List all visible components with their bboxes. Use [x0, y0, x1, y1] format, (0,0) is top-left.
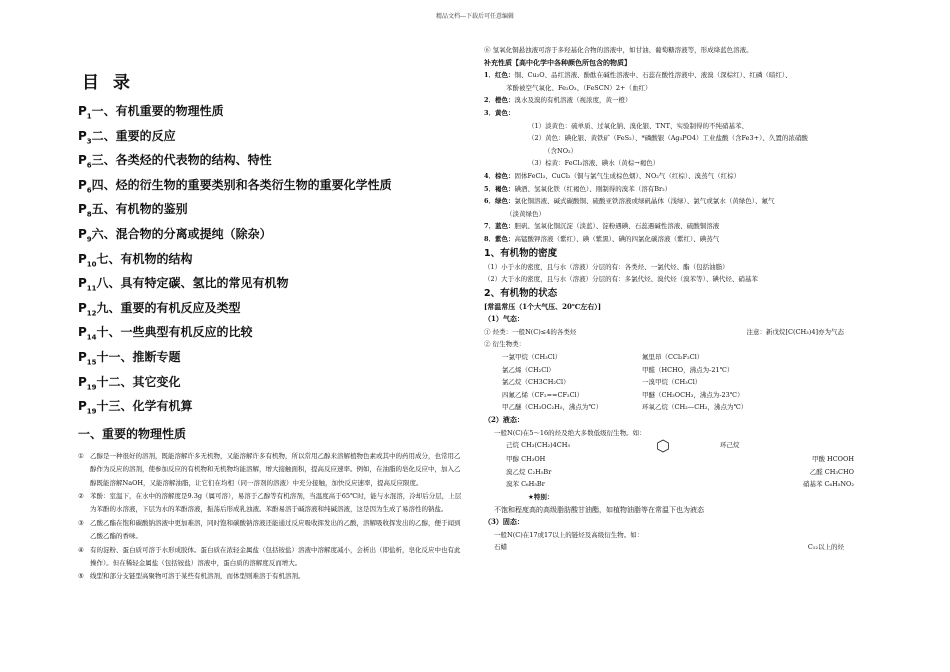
benzene-ring-icon — [656, 439, 670, 453]
gas-line-1 — [484, 326, 884, 339]
toc-item — [78, 345, 463, 370]
liquid-item: 硝基苯 C₆H₅NO₂ — [802, 480, 854, 489]
toc-text: 十一、推断专题 — [96, 349, 181, 364]
toc-title: 目 录 — [82, 73, 134, 93]
toc-item — [78, 247, 463, 272]
state-condition: [常温常压（1个大气压、20℃左右）] — [484, 301, 602, 311]
toc-text: 二、重要的反应 — [91, 128, 176, 143]
state-title: 2、有机物的状态 — [484, 287, 558, 299]
gas-note: 注意：新戊烷[C(CH₃)4]亦为气态 — [746, 327, 844, 336]
paragraph-number: ⑤ — [78, 572, 84, 581]
liquid-item: 甲醇 CH₃OH — [506, 455, 546, 464]
section1-title: 一、重要的物理性质 — [78, 426, 187, 441]
liquid-row — [484, 453, 884, 466]
toc-page-number: 3 — [86, 136, 92, 145]
color-item — [484, 82, 884, 95]
toc-text: 九、重要的有机反应及类型 — [96, 300, 241, 315]
color-item — [484, 208, 884, 221]
paragraph-number: ① — [78, 451, 84, 460]
special-label: ★特别： — [528, 493, 554, 501]
color-item — [484, 170, 884, 183]
paragraph-text: 乙酸乙酯在饱和碳酸钠溶液中更加难溶，同时饱和碳酸钠溶液还能通过反应吸收挥发出的乙酸，溶解吸收挥发出的乙醇，便于闻到乙酸乙酯的香味。 — [90, 518, 461, 541]
density-item: （2）大于水的密度，且与水（溶液）分层的有：多氯代烃、溴代烃（溴苯等）、碘代烃、硝基苯 — [484, 275, 758, 284]
gas-item: 甲乙醚（CH₃OC₂H₅，沸点为℃） — [502, 403, 603, 412]
color-label: 6．绿色： — [484, 197, 515, 206]
section1-paragraph — [78, 544, 463, 571]
special-text: 不饱和程度高的高级脂肪酸甘油酯，如植物油脂等在常温下也为液态 — [494, 505, 704, 514]
color-label: 3．黄色： — [484, 108, 515, 117]
yellow-list — [484, 120, 884, 170]
toc-text: 十三、化学有机算 — [96, 399, 193, 414]
toc-page-number: 8 — [86, 210, 92, 219]
toc-page-number: 15 — [86, 358, 97, 367]
section1-paragraphs — [78, 450, 463, 584]
toc-page-letter: P — [78, 226, 87, 241]
toc-item — [78, 271, 463, 296]
gas-item: 环氧乙烷（CH₂—CH₂，沸点为℃） — [642, 403, 748, 412]
color-text: 溴水及溴的有机溶液（视浓度，黄一橙） — [514, 96, 632, 105]
gas-item: 氟里昂（CCl₂F₂Cl） — [642, 353, 704, 362]
toc-page-letter: P — [78, 202, 87, 217]
color-text: 碘酒、氢氧化铁（红褐色）、刚制得的溴苯（溶有Br₂） — [514, 184, 672, 193]
right-column — [484, 44, 884, 554]
density-title: 1、有机物的密度 — [484, 247, 558, 259]
liquid-title: （2）液态： — [484, 415, 524, 425]
toc-page-number: 9 — [86, 235, 92, 244]
color-list-2 — [484, 170, 884, 246]
toc-text: 三、各类烃的代表物的结构、特性 — [91, 153, 272, 168]
toc-page-number: 19 — [86, 407, 97, 416]
paragraph-number: ③ — [78, 518, 84, 527]
gas-item: 四氟乙烯（CF₂==CF₂Cl） — [502, 390, 584, 399]
gas-row — [484, 376, 884, 389]
color-item — [484, 195, 884, 208]
supplement-title: 补充性质【高中化学中各种颜色所包含的物质】 — [484, 57, 631, 67]
color-text: 铜、Cu₂O、品红溶液、酚酞在碱性溶液中、石蕊在酸性溶液中、液溴（深棕红）、红磷（暗红）、 — [514, 71, 792, 80]
gas-item: 一溴甲烷（CH₃Cl） — [642, 378, 702, 387]
gas-item: 一氯甲烷（CH₃Cl） — [502, 353, 562, 362]
toc-item — [78, 124, 463, 149]
liquid-item: 溴苯 C₆H₅Br — [506, 480, 545, 489]
toc-page-number: 14 — [86, 333, 97, 342]
toc-item — [78, 296, 463, 321]
color-text: 高锰酸钾溶液（紫红）、碘（紫黑）、碘的四氯化碳溶液（紫红）、碘蒸气 — [514, 234, 720, 243]
toc-page-number: 19 — [86, 382, 97, 391]
gas-item: 氯乙烯（CH₂Cl） — [502, 365, 555, 374]
toc-page-letter: P — [78, 325, 87, 340]
color-label: 4．棕色： — [484, 171, 515, 180]
gas-hydrocarbons: ① 烃类：一般N(C)≤4的各类烃 — [484, 327, 577, 336]
section1-paragraph — [78, 570, 463, 583]
color-text: 氯化铜溶液、碱式碳酸铜、硫酸亚铁溶液或绿矾晶体（浅绿）、氯气或氯水（黄绿色）、氟气 — [514, 197, 775, 206]
liquid-row — [484, 466, 884, 479]
section1-paragraph — [78, 450, 463, 490]
color-text: （淡黄绿色） — [506, 209, 545, 218]
gas-item: 甲醛（HCHO，沸点为-21℃） — [642, 365, 734, 374]
paragraph-text: 苯酚：室温下，在水中的溶解度是9.3g（属可溶），易溶于乙醇等有机溶剂，当温度高于65℃时，能与水混溶，冷却后分层，上层为苯酚的水溶液，下层为水的苯酚溶液，振荡后形成乳浊液。苯酚易溶于碱溶液和纯碱溶液，这是因为生成了易溶性的钠盐。 — [90, 491, 462, 514]
color-item — [484, 107, 884, 120]
toc-text: 十二、其它变化 — [96, 374, 181, 389]
color-text: 苯酚被空气氧化、Fe₂O₃、（FeSCN）2+（血红） — [506, 83, 652, 92]
color-item — [484, 94, 884, 107]
color-item — [484, 69, 884, 82]
color-text: 胆矾、氢氧化铜沉淀（淡蓝）、淀粉遇碘、石蕊遇碱性溶液、硫酸铜溶液 — [514, 222, 720, 231]
toc-item — [78, 197, 463, 222]
yellow-item: （1）淡黄色：硫单质、过氧化钠、溴化银、TNT、实验制得的不纯硝基苯、 — [528, 121, 748, 130]
toc-page-letter: P — [78, 128, 87, 143]
color-label: 2．橙色： — [484, 96, 515, 105]
yellow-item: （3）棕黄：FeCl₃溶液、碘水（黄棕→褐色） — [528, 159, 660, 168]
toc-item — [78, 222, 463, 247]
color-text: 固体FeCl₃、CuCl₂（铜与氯气生成棕色烟）、NO₂气（红棕）、溴蒸气（红棕） — [514, 171, 741, 180]
density-list — [484, 261, 884, 286]
liquid-item: 乙醛 CH₃CHO — [809, 467, 854, 476]
toc-item — [78, 148, 463, 173]
color-label: 7．蓝色： — [484, 222, 515, 231]
liquid-intro: 一般N(C)在5～16的烃及绝大多数低级衍生物。如： — [494, 428, 646, 437]
toc-page-letter: P — [78, 349, 87, 364]
toc-page-letter: P — [78, 177, 87, 192]
color-label: 8．紫色： — [484, 234, 515, 243]
toc-page-number: 1 — [86, 112, 92, 121]
toc-page-letter: P — [78, 104, 87, 118]
toc-text: 八、具有特定碳、氢比的常见有机物 — [96, 276, 289, 291]
solid-title: （3）固态： — [484, 517, 524, 527]
toc-item — [78, 370, 463, 395]
toc-item — [78, 394, 463, 419]
gas-title: （1）气态： — [484, 314, 524, 324]
toc-page-number: 11 — [86, 284, 97, 293]
paragraph-text: 有的淀粉、蛋白质可溶于水形成胶体。蛋白质在浓轻金属盐（包括铵盐）溶液中溶解度减小，会析出（即盐析，皂化反应中也有此操作）。但在稀轻金属盐（包括铵盐）溶液中，蛋白质的溶解度反而增大。 — [90, 545, 461, 567]
gas-item: 氯乙烷（CH3CH₂Cl） — [502, 378, 570, 387]
liquid-item: 甲酸 HCOOH — [811, 455, 854, 464]
solid-intro: 一般N(C)在17或17以上的链烃及高级衍生物。如： — [494, 530, 644, 539]
gas-row — [484, 351, 884, 364]
toc-text: 十、一些典型有机反应的比较 — [96, 325, 253, 340]
toc-page-letter: P — [78, 374, 87, 389]
gas-row — [484, 389, 884, 402]
liquid-item: 溴乙烷 C₂H₅Br — [506, 467, 552, 476]
yellow-item: （含NO₂） — [544, 146, 578, 155]
color-item — [484, 183, 884, 196]
toc-text: 四、烃的衍生物的重要类别和各类衍生物的重要化学性质 — [91, 177, 392, 192]
toc-text: 六、混合物的分离或提纯（除杂） — [91, 226, 272, 241]
paragraph-text: 线型和部分支链型高聚物可溶于某些有机溶剂，而体型则难溶于有机溶剂。 — [90, 572, 305, 581]
toc-page-letter: P — [78, 153, 87, 168]
liquid-row — [484, 439, 884, 453]
toc-text: 五、有机物的鉴别 — [91, 202, 188, 217]
color-label: 1．红色： — [484, 71, 515, 80]
toc-page-letter: P — [78, 300, 87, 315]
paragraph-text: 乙醇是一种很好的溶剂，既能溶解许多无机物，又能溶解许多有机物，所以常用乙醇来溶解植物色素或其中的药用成分，也常用乙醇作为反应的溶剂，使参加反应的有机物和无机物均能溶解，增大接触面积，提高反应速率。例如，在油脂的皂化反应中，加入乙醇既能溶解NaOH，又能溶解油脂，让它们在均相（同一溶剂的溶液）中充分接触，加快反应速率，提高反应限度。 — [90, 451, 461, 487]
liquid-item: 己烷 CH₃(CH₂)4CH₃ — [506, 441, 571, 450]
toc-text: 一、有机重要的物理性质 — [91, 104, 224, 118]
toc-page-number: 6 — [86, 161, 92, 170]
toc-list — [78, 99, 463, 419]
solid-item-0: 石蜡 — [494, 543, 507, 552]
gas-derivatives: ② 衍生物类： — [484, 340, 526, 349]
toc-page-number: 6 — [86, 186, 92, 195]
solid-item-1: C₁₂以上的烃 — [807, 543, 844, 552]
yellow-item: （2）黄色：碘化银、黄铁矿（FeS₂）、*磷酸银（Ag₃PO4）工业盐酸（含Fe3+）、久置的浓硝酸 — [528, 134, 808, 143]
toc-page-number: 10 — [86, 259, 97, 268]
gas-item: 甲醚（CH₃OCH₃，沸点为-23℃） — [642, 390, 744, 399]
toc-item — [78, 99, 463, 124]
toc-text: 七、有机物的结构 — [96, 251, 193, 266]
toc-page-number: 12 — [86, 309, 97, 318]
liquid-item: 环己烷 — [720, 441, 740, 450]
solid-items — [484, 541, 884, 554]
page-header: 精品文档---下载后可任意编辑 — [435, 13, 515, 20]
liquid-row — [484, 478, 884, 491]
color-label: 5．褐色： — [484, 184, 515, 193]
gas-row — [484, 401, 884, 414]
toc-page-letter: P — [78, 251, 87, 266]
color-item — [484, 220, 884, 233]
paragraph-number: ④ — [78, 545, 84, 554]
section1-paragraph — [78, 490, 463, 517]
gas-items — [484, 351, 884, 414]
paragraph-number: ② — [78, 491, 84, 500]
liquid-item — [854, 439, 884, 453]
toc-item — [78, 173, 463, 198]
color-list-1 — [484, 69, 884, 119]
gas-row — [484, 364, 884, 377]
liquid-items — [484, 439, 884, 491]
toc-page-letter: P — [78, 276, 87, 291]
color-item — [484, 233, 884, 246]
density-item: （1）小于水的密度，且与水（溶液）分层的有：各类烃、一氯代烃、酯（包括油脂） — [484, 262, 729, 271]
section1-paragraph — [78, 517, 463, 544]
line-6: ⑥ 氢氧化铜悬浊液可溶于多羟基化合物的溶液中，如甘油、葡萄糖溶液等，形成绛蓝色溶液。 — [484, 46, 753, 54]
toc-item — [78, 320, 463, 345]
toc-page-letter: P — [78, 399, 87, 414]
left-column — [78, 58, 463, 584]
